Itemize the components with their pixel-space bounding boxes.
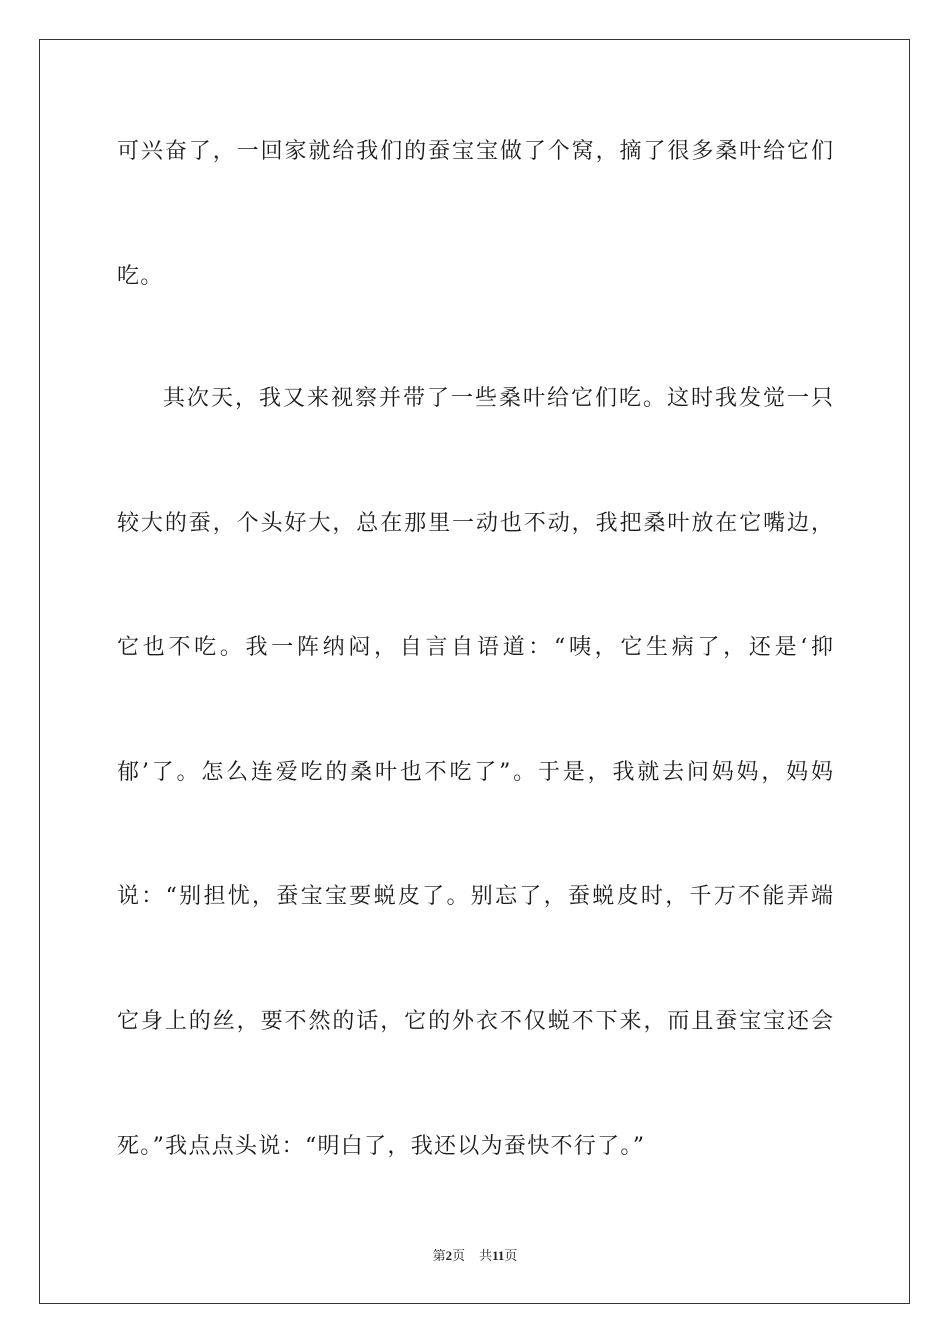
page-suffix: 页: [452, 1249, 466, 1264]
text-line-7: 说：“别担忧，蚕宝宝要蜕皮了。别忘了，蚕蜕皮时，千万不能弄端: [117, 884, 833, 909]
text-line-5: 它也不吃。我一阵纳闷，自言自语道：“咦，它生病了，还是‘抑: [117, 635, 833, 660]
text-line-9: 死。”我点点头说：“明白了，我还以为蚕快不行了。”: [117, 1134, 646, 1159]
total-prefix: 共: [479, 1249, 493, 1264]
page-footer: [0, 1248, 950, 1265]
page-border: [39, 39, 910, 1304]
text-line-2: 吃。: [117, 264, 164, 289]
text-line-6: 郁’了。怎么连爱吃的桑叶也不吃了”。于是，我就去问妈妈，妈妈: [117, 760, 833, 785]
text-line-8: 它身上的丝，要不然的话，它的外衣不仅蜕不下来，而且蚕宝宝还会: [117, 1009, 833, 1034]
text-line-1: 可兴奋了，一回家就给我们的蚕宝宝做了个窝，摘了很多桑叶给它们: [117, 139, 833, 164]
total-suffix: 页: [504, 1249, 518, 1264]
total-pages: 11: [492, 1248, 505, 1263]
page-number: 2: [445, 1248, 453, 1263]
page-prefix: 第: [432, 1249, 446, 1264]
text-line-3-paragraph-start: 其次天，我又来视察并带了一些桑叶给它们吃。这时我发觉一只: [163, 386, 833, 411]
text-line-4: 较大的蚕，个头好大，总在那里一动也不动，我把桑叶放在它嘴边，: [117, 511, 833, 536]
